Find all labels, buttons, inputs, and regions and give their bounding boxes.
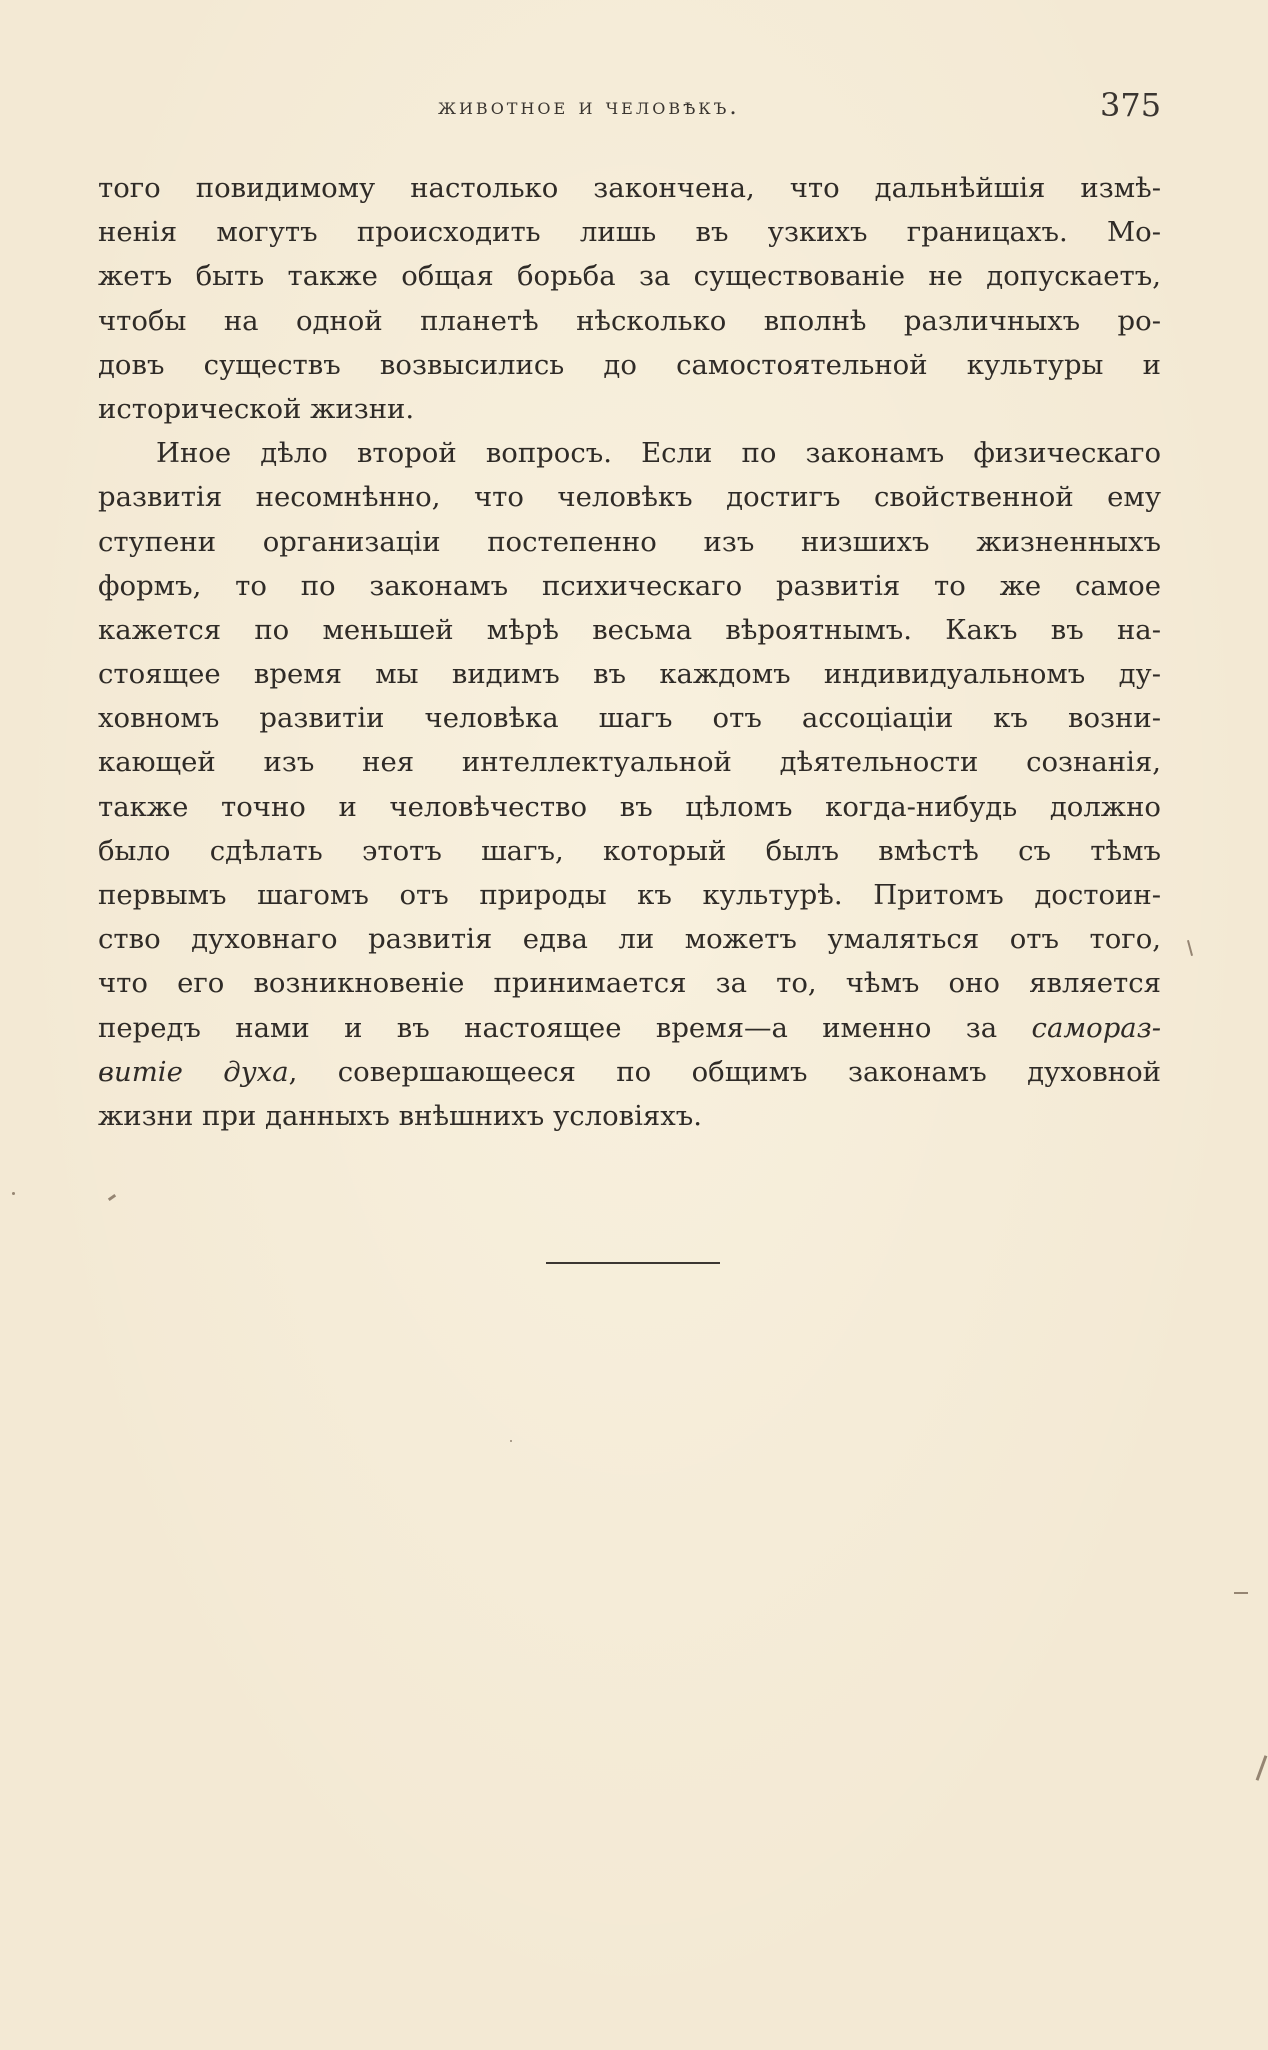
text-line — [98, 1006, 1161, 1050]
running-title: животное и человѣкъ. — [438, 94, 740, 120]
body-text — [98, 166, 1161, 1138]
text-line: формъ, то по законамъ психическаго развитія то же самое — [98, 569, 1161, 602]
italic-text: витіе духа — [98, 1055, 289, 1088]
paper-speck — [12, 1192, 15, 1195]
text-line: ступени организаціи постепенно изъ низшихъ жизненныхъ — [98, 525, 1161, 558]
text-segment: передъ нами и въ настоящее время—а именно за — [98, 1011, 1032, 1044]
text-segment: , совершающееся по общимъ законамъ духовной — [288, 1055, 1161, 1088]
text-line: что его возникновеніе принимается за то, чѣмъ оно является — [98, 967, 1161, 1000]
text-line: исторической жизни. — [98, 392, 415, 425]
page-number: 375 — [1100, 86, 1162, 124]
text-line: Иное дѣло второй вопросъ. Если по законамъ физическаго — [156, 437, 1161, 470]
text-line: ховномъ развитіи человѣка шагъ отъ ассоціаціи къ возни- — [98, 702, 1161, 735]
text-line: также точно и человѣчество въ цѣломъ когда-нибудь должно — [98, 790, 1161, 823]
text-line: ненія могутъ происходить лишь въ узкихъ границахъ. Мо- — [98, 216, 1161, 249]
text-line: жизни при данныхъ внѣшнихъ условіяхъ. — [98, 1099, 702, 1132]
paragraph-1 — [98, 166, 1161, 431]
paper-speck — [108, 1194, 116, 1201]
paper-speck — [510, 1440, 512, 1442]
text-line: того повидимому настолько закончена, что дальнѣйшія измѣ- — [98, 172, 1161, 204]
text-line: было сдѣлать этотъ шагъ, который былъ вмѣстѣ съ тѣмъ — [98, 834, 1161, 867]
text-line: ство духовнаго развитія едва ли можетъ умаляться отъ того, — [98, 923, 1161, 956]
italic-text: самораз- — [1031, 1011, 1161, 1044]
paper-speck — [1256, 1755, 1268, 1780]
paper-speck — [1234, 1592, 1248, 1594]
paper-speck — [1187, 940, 1193, 956]
text-line: стоящее время мы видимъ въ каждомъ индивидуальномъ ду- — [98, 658, 1161, 691]
section-end-rule — [546, 1262, 720, 1264]
text-line: развитія несомнѣнно, что человѣкъ достигъ свойственной ему — [98, 481, 1161, 514]
text-line: чтобы на одной планетѣ нѣсколько вполнѣ различныхъ ро- — [98, 304, 1161, 337]
text-line — [98, 1050, 1161, 1094]
text-line: кающей изъ нея интеллектуальной дѣятельности сознанія, — [98, 746, 1161, 779]
paragraph-2 — [98, 431, 1161, 1138]
text-line: первымъ шагомъ отъ природы къ культурѣ. Притомъ достоин- — [98, 879, 1161, 911]
text-line: жетъ быть также общая борьба за существованіе не допускаетъ, — [98, 260, 1161, 293]
text-line: кажется по меньшей мѣрѣ весьма вѣроятнымъ. Какъ въ на- — [98, 613, 1161, 646]
text-line: довъ существъ возвысились до самостоятельной культуры и — [98, 348, 1161, 381]
running-head — [0, 86, 1268, 126]
